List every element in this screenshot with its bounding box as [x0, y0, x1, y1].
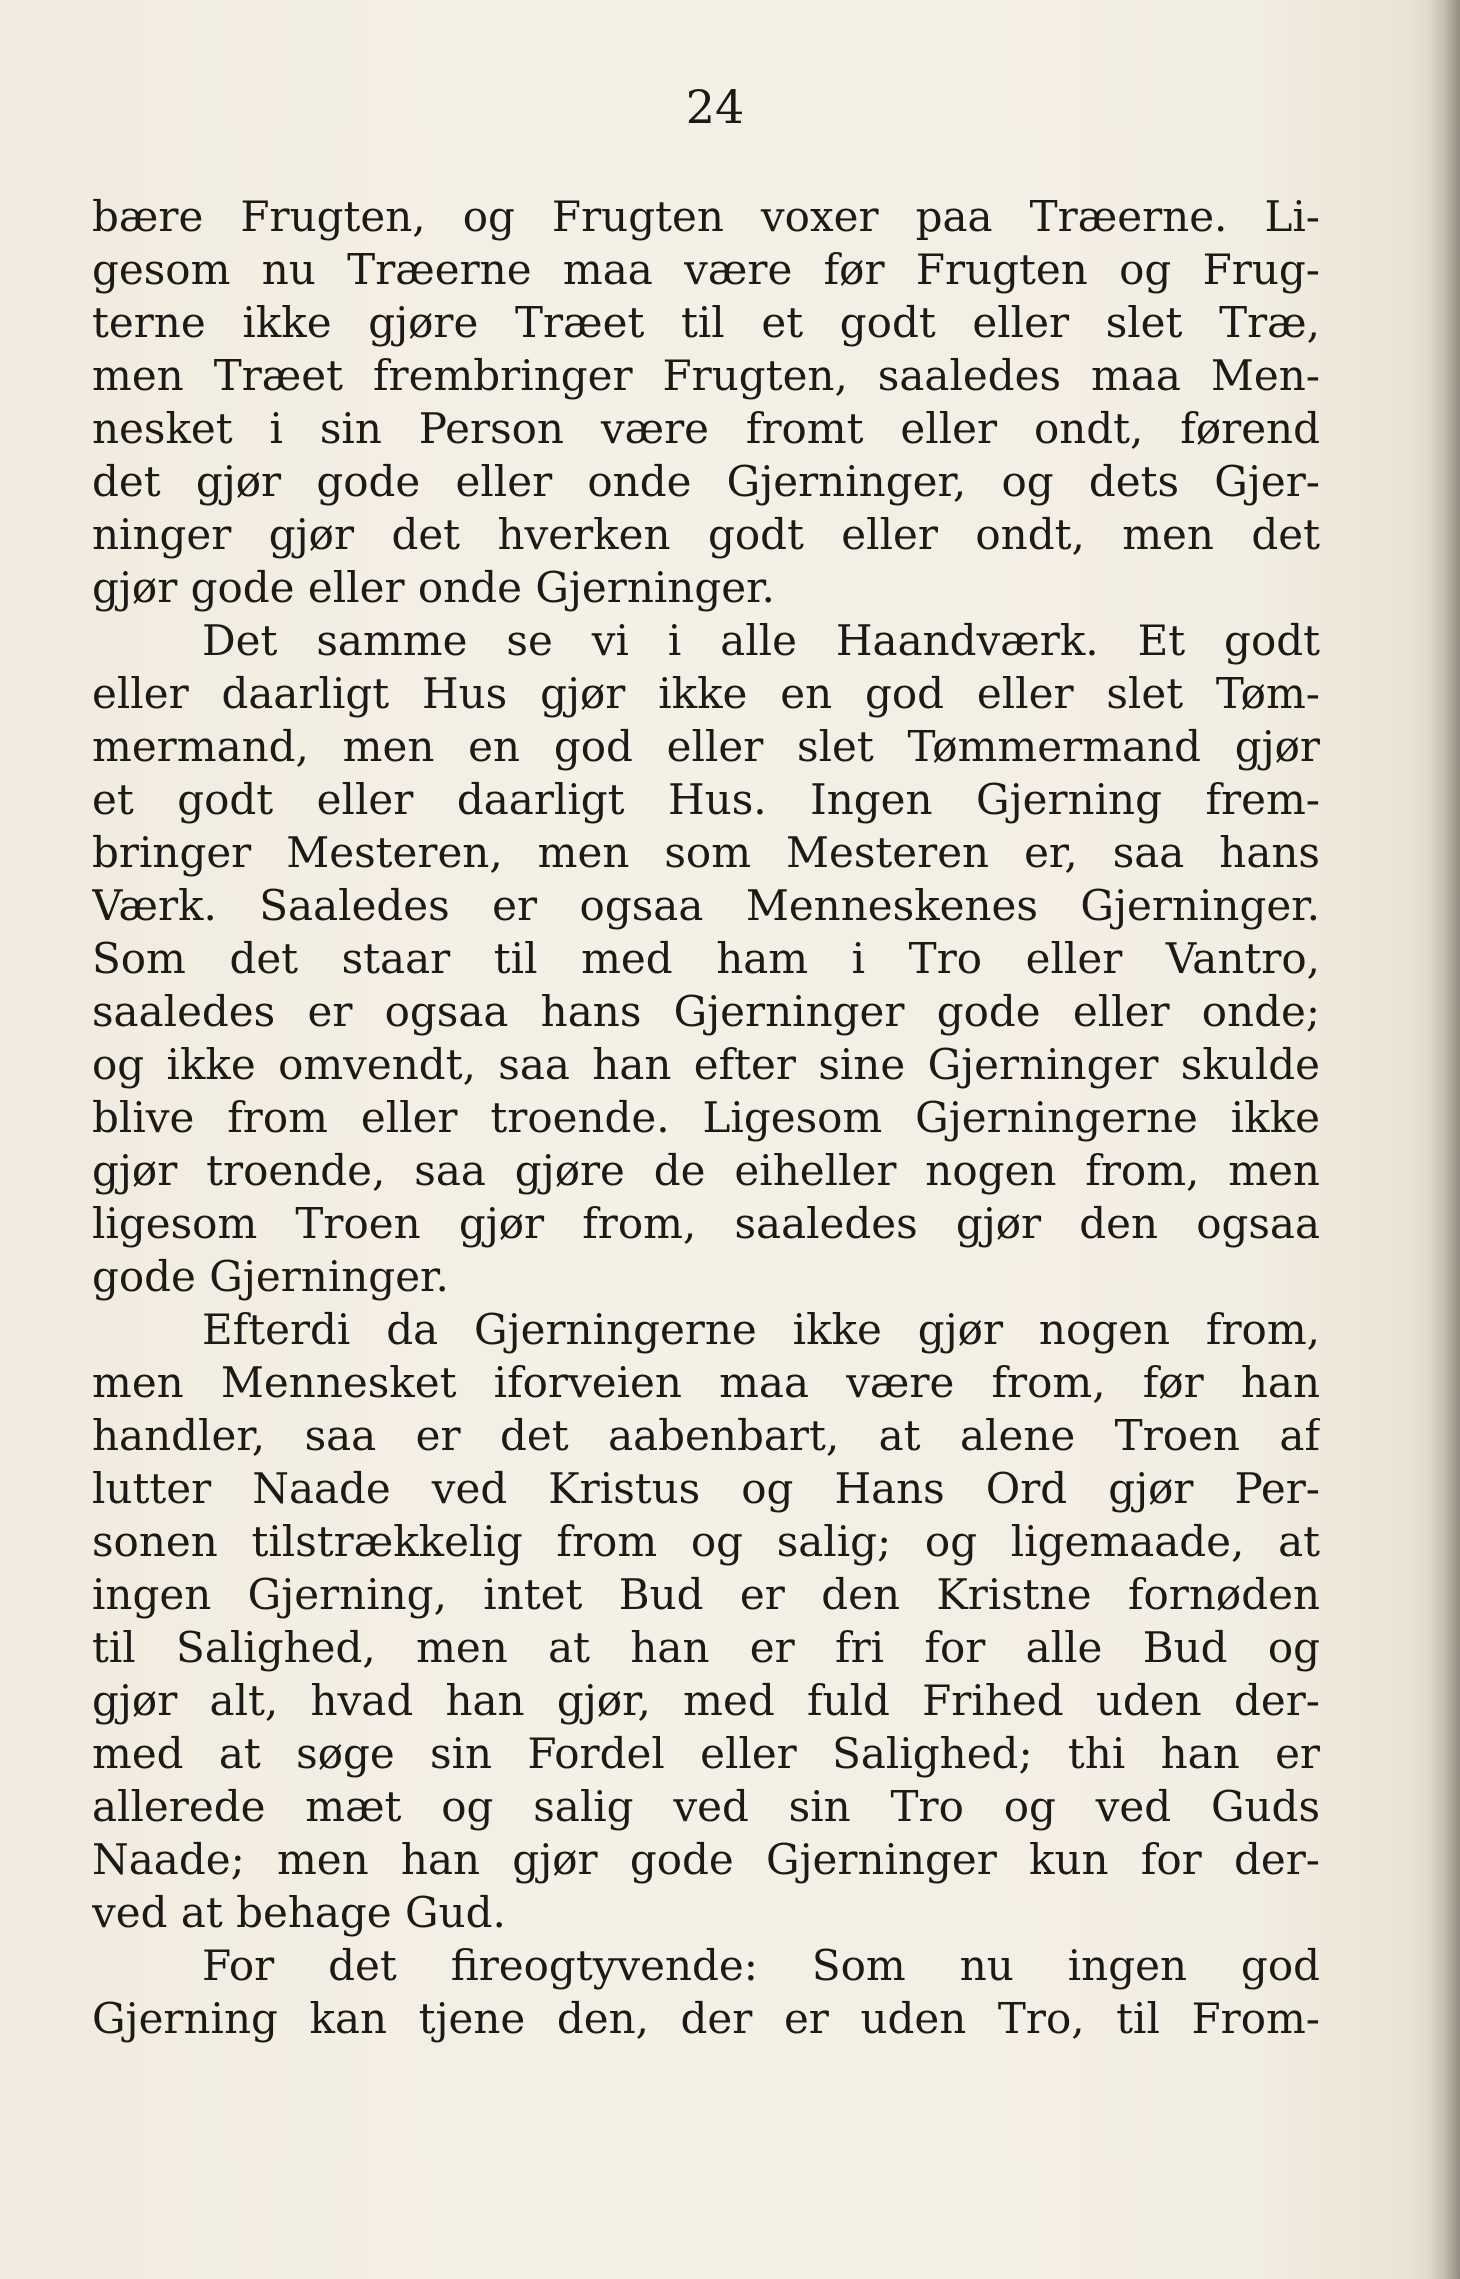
text-line: saaledes er ogsaa hans Gjerninger gode eller onde; [92, 987, 1320, 1036]
text-line: Som det staar til med ham i Tro eller Vantro, [92, 934, 1320, 983]
text-line: blive from eller troende. Ligesom Gjerningerne ikke [92, 1093, 1320, 1142]
page-edge-shadow [1426, 0, 1460, 2279]
text-line: allerede mæt og salig ved sin Tro og ved Guds [92, 1782, 1320, 1831]
text-line: det gjør gode eller onde Gjerninger, og dets Gjer- [92, 457, 1320, 506]
text-line: ninger gjør det hverken godt eller ondt, men det [92, 510, 1320, 559]
text-line: gjør alt, hvad han gjør, med fuld Frihed uden der- [92, 1676, 1320, 1725]
text-line: eller daarligt Hus gjør ikke en god eller slet Tøm- [92, 669, 1320, 718]
text-line: Værk. Saaledes er ogsaa Menneskenes Gjerninger. [92, 881, 1320, 930]
text-line: gode Gjerninger. [92, 1252, 449, 1301]
text-line: ved at behage Gud. [92, 1888, 506, 1937]
text-line: Naade; men han gjør gode Gjerninger kun for der- [92, 1835, 1320, 1884]
text-line: terne ikke gjøre Træet til et godt eller slet Træ, [92, 298, 1320, 347]
text-line: gjør troende, saa gjøre de eiheller nogen from, men [92, 1146, 1320, 1195]
paragraph-1 [92, 190, 1320, 614]
text-line: men Mennesket iforveien maa være from, før han [92, 1358, 1320, 1407]
text-line: Efterdi da Gjerningerne ikke gjør nogen from, [202, 1305, 1320, 1354]
text-line: mermand, men en god eller slet Tømmermand gjør [92, 722, 1320, 771]
text-line: Gjerning kan tjene den, der er uden Tro, til From- [92, 1994, 1320, 2043]
text-line: gjør gode eller onde Gjerninger. [92, 563, 775, 612]
text-line: til Salighed, men at han er fri for alle Bud og [92, 1623, 1320, 1672]
text-line: For det fireogtyvende: Som nu ingen god [202, 1941, 1320, 1990]
text-line: ingen Gjerning, intet Bud er den Kristne fornøden [92, 1570, 1320, 1619]
text-line: nesket i sin Person være fromt eller ondt, førend [92, 404, 1320, 453]
text-line: sonen tilstrækkelig from og salig; og ligemaade, at [92, 1517, 1320, 1566]
paragraph-4 [92, 1939, 1320, 2045]
text-line: Det samme se vi i alle Haandværk. Et godt [202, 616, 1320, 665]
text-line: et godt eller daarligt Hus. Ingen Gjerning frem- [92, 775, 1320, 824]
text-line: bringer Mesteren, men som Mesteren er, saa hans [92, 828, 1320, 877]
text-line: men Træet frembringer Frugten, saaledes maa Men- [92, 351, 1320, 400]
text-line: gesom nu Træerne maa være før Frugten og Frug- [92, 245, 1320, 294]
body-text [92, 190, 1320, 2045]
text-line: lutter Naade ved Kristus og Hans Ord gjør Per- [92, 1464, 1320, 1513]
text-line: handler, saa er det aabenbart, at alene Troen af [92, 1411, 1320, 1460]
text-line: bære Frugten, og Frugten voxer paa Træerne. Li- [92, 192, 1320, 241]
text-line: med at søge sin Fordel eller Salighed; thi han er [92, 1729, 1320, 1778]
text-line: ligesom Troen gjør from, saaledes gjør den ogsaa [92, 1199, 1320, 1248]
paragraph-3 [92, 1303, 1320, 1939]
paragraph-2 [92, 614, 1320, 1303]
page-number: 24 [685, 80, 745, 134]
text-line: og ikke omvendt, saa han efter sine Gjerninger skulde [92, 1040, 1320, 1089]
